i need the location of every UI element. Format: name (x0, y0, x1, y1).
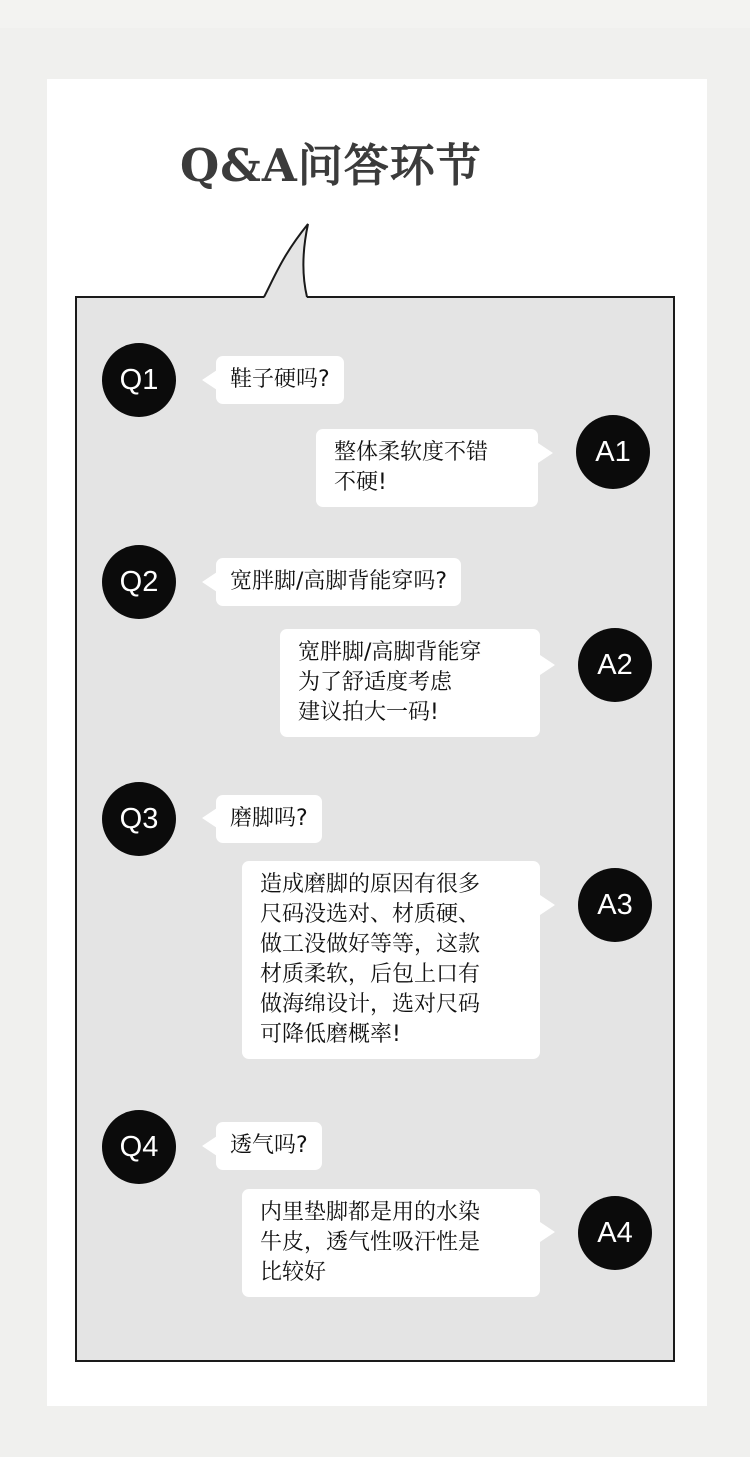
question-badge-q2: Q2 (102, 545, 176, 619)
question-badge-q4: Q4 (102, 1110, 176, 1184)
answer-bubble-a1: 整体柔软度不错 不硬! (316, 429, 538, 507)
bubble-pointer (540, 895, 555, 915)
bubble-pointer (202, 808, 217, 828)
answer-badge-a1: A1 (576, 415, 650, 489)
question-bubble-q4: 透气吗? (216, 1122, 322, 1170)
top-band (0, 0, 750, 28)
bubble-pointer (538, 443, 553, 463)
bubble-pointer (540, 1222, 555, 1242)
question-bubble-q1: 鞋子硬吗? (216, 356, 344, 404)
page-title: Q&A问答环节 (180, 139, 482, 192)
question-badge-q1: Q1 (102, 343, 176, 417)
question-badge-q3: Q3 (102, 782, 176, 856)
answer-bubble-a2: 宽胖脚/高脚背能穿 为了舒适度考虑 建议拍大一码! (280, 629, 540, 737)
answer-badge-a3: A3 (578, 868, 652, 942)
question-bubble-q3: 磨脚吗? (216, 795, 322, 843)
answer-badge-a4: A4 (578, 1196, 652, 1270)
bubble-pointer (202, 370, 217, 390)
answer-badge-a2: A2 (578, 628, 652, 702)
answer-bubble-a4: 内里垫脚都是用的水染 牛皮，透气性吸汗性是 比较好 (242, 1189, 540, 1297)
speech-tail (256, 222, 316, 300)
bubble-pointer (202, 1136, 217, 1156)
bubble-pointer (202, 572, 217, 592)
answer-bubble-a3: 造成磨脚的原因有很多 尺码没选对、材质硬、 做工没做好等等，这款 材质柔软，后包上口有 做海绵设计，选对尺码 可降低磨概率! (242, 861, 540, 1059)
bubble-pointer (540, 655, 555, 675)
question-bubble-q2: 宽胖脚/高脚背能穿吗? (216, 558, 461, 606)
